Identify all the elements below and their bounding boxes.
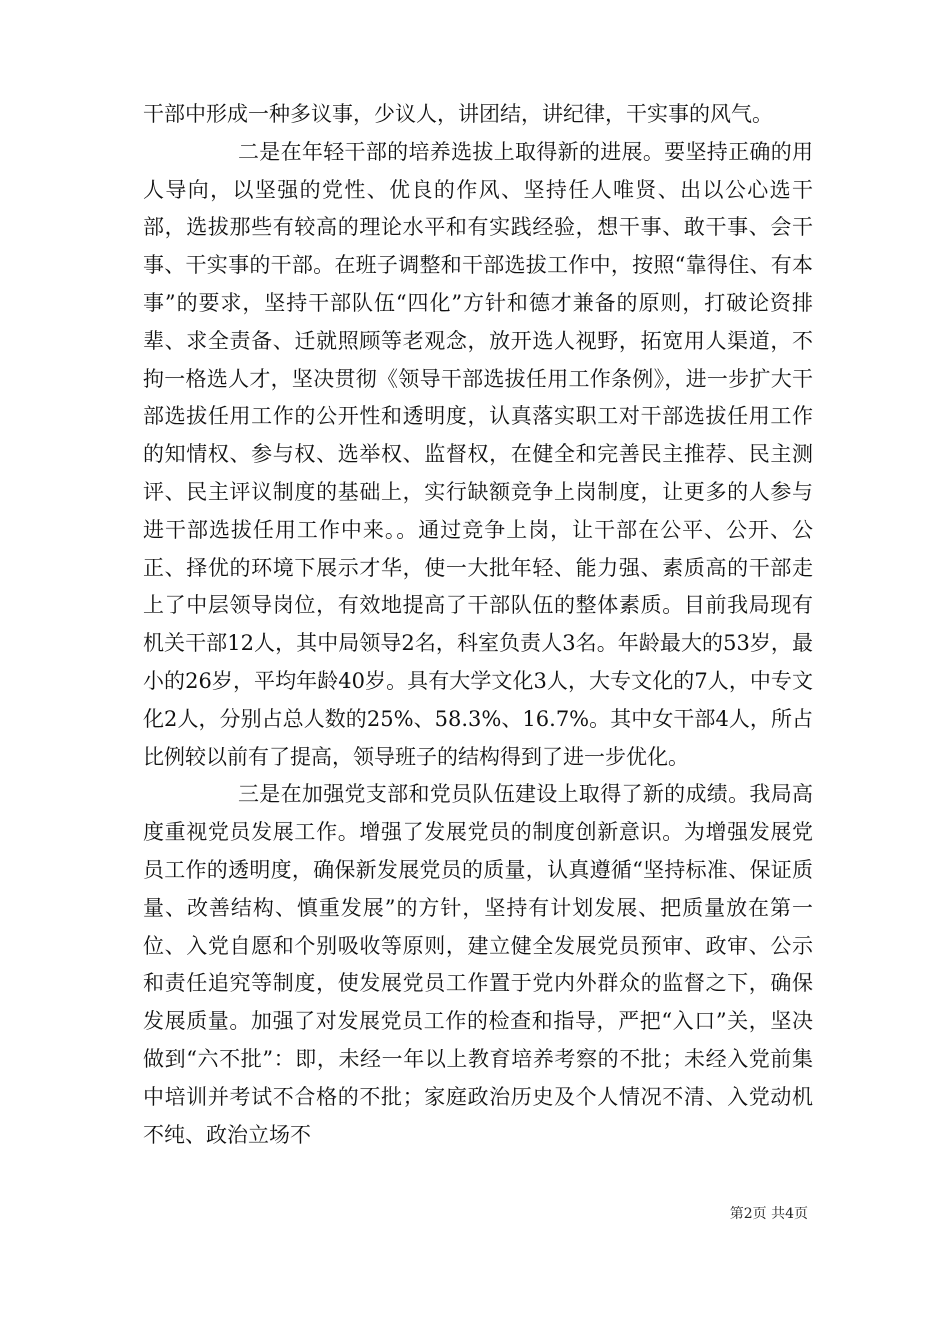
paragraph-continuation: 干部中形成一种多议事，少议人，讲团结，讲纪律，干实事的风气。 (143, 102, 773, 126)
paragraph-young-cadres: 二是在年轻干部的培养选拔上取得新的进展。要坚持正确的用人导向，以坚强的党性、优良的作风、坚持任人唯贤、出以公心选干部，选拔那些有较高的理论水平和有实践经验，想干事、敢干事、会干事、干实事的干部。在班子调整和干部选拔工作中，按照“靠得住、有本事”的要求，坚持干部队伍“四化”方针和德才兼备的原则，打破论资排辈、求全责备、迁就照顾等老观念，放开选人视野，拓宽用人渠道，不拘一格选人才，坚决贯彻《领导干部选拔任用工作条例》，进一步扩大干部选拔任用工作的公开性和透明度，认真落实职工对干部选拔任用工作的知情权、参与权、选举权、监督权，在健全和完善民主推荐、民主测评、民主评议制度的基础上，实行缺额竞争上岗制度，让更多的人参与进干部选拔任用工作中来。。通过竞争上岗，让干部在公平、公开、公正、择优的环境下展示才华，使一大批年轻、能力强、素质高的干部走上了中层领导岗位，有效地提高了干部队伍的整体素质。目前我局现有机关干部12人，其中局领导2名，科室负责人3名。年龄最大的53岁，最小的26岁，平均年龄40岁。具有大学文化3人，大专文化的7人，中专文化2人，分别占总人数的25%、58.3%、16.7%。其中女干部4人，所占比例较以前有了提高，领导班子的结构得到了进一步优化。 (143, 139, 813, 769)
page-number-footer: 第2页 共4页 (729, 1206, 808, 1222)
body-text (143, 96, 813, 1154)
paragraph-party-branch: 三是在加强党支部和党员队伍建设上取得了新的成绩。我局高度重视党员发展工作。增强了发展党员的制度创新意识。为增强发展党员工作的透明度，确保新发展党员的质量，认真遵循“坚持标准、保证质量、改善结构、慎重发展”的方针，坚持有计划发展、把质量放在第一位、入党自愿和个别吸收等原则，建立健全发展党员预审、政审、公示和责任追究等制度，使发展党员工作置于党内外群众的监督之下，确保发展质量。加强了对发展党员工作的检查和指导，严把“入口”关，坚决做到“六不批”：即，未经一年以上教育培养考察的不批；未经入党前集中培训并考试不合格的不批；家庭政治历史及个人情况不清、入党动机不纯、政治立场不 (143, 782, 813, 1147)
